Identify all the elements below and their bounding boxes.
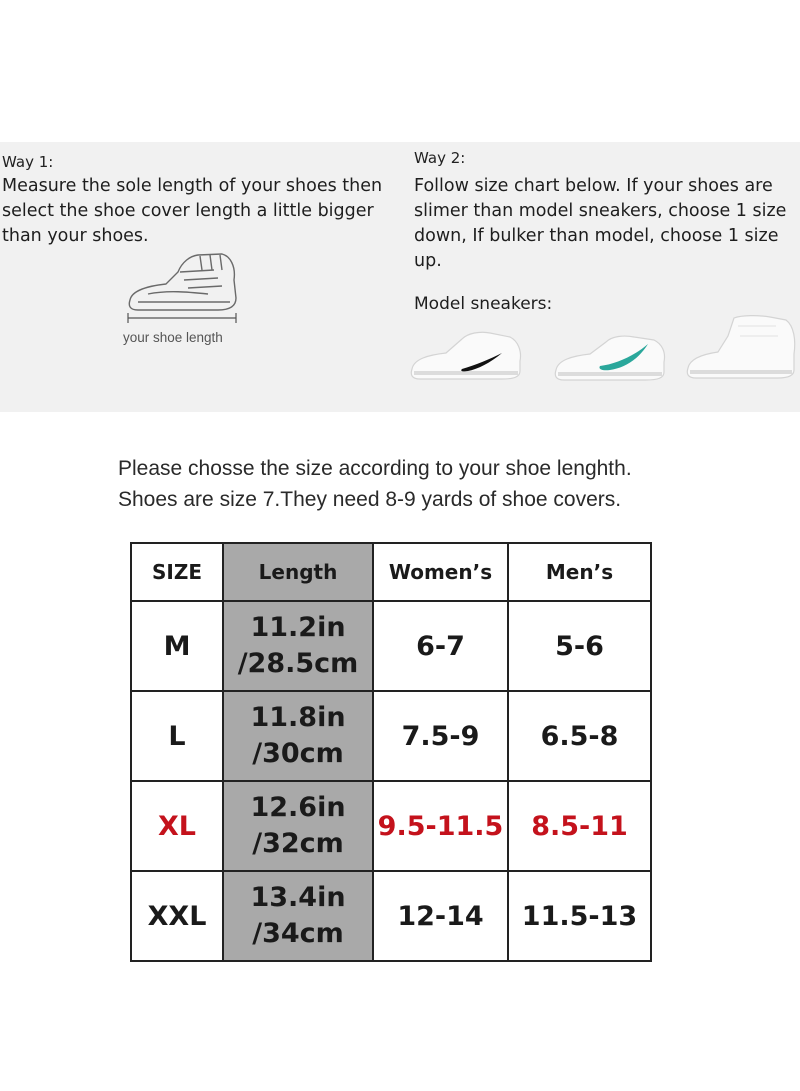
- way2-text: [414, 174, 786, 274]
- model-sneakers-label: Model sneakers:: [414, 294, 553, 314]
- way2-line: Follow size chart below. If your shoes are: [414, 176, 773, 196]
- shoe-length-caption: your shoe length: [123, 330, 223, 345]
- header-mens: Men’s: [508, 543, 651, 601]
- way2-line: down, If bulker than model, choose 1 size: [414, 226, 779, 246]
- length-inches: 11.2in: [250, 612, 346, 643]
- length-cell: [223, 691, 373, 781]
- size-chart-table: [130, 542, 652, 962]
- length-cell: [223, 781, 373, 871]
- womens-cell: 6-7: [373, 601, 508, 691]
- womens-cell: 12-14: [373, 871, 508, 961]
- way2-line: slimer than model sneakers, choose 1 size: [414, 201, 787, 221]
- mens-cell: 8.5-11: [508, 781, 651, 871]
- way2-title: Way 2:: [414, 149, 466, 167]
- size-cell: XL: [131, 781, 223, 871]
- model-sneaker-black-swoosh: [406, 325, 526, 387]
- table-header-row: [131, 543, 651, 601]
- way2-line: up.: [414, 251, 442, 271]
- table-row: [131, 601, 651, 691]
- way1-text: [2, 174, 382, 249]
- table-row: [131, 691, 651, 781]
- header-womens: Women’s: [373, 543, 508, 601]
- way1-line: Measure the sole length of your shoes then: [2, 176, 383, 196]
- mens-cell: 11.5-13: [508, 871, 651, 961]
- womens-cell: 9.5-11.5: [373, 781, 508, 871]
- header-size: SIZE: [131, 543, 223, 601]
- length-inches: 12.6in: [250, 792, 346, 823]
- size-cell: XXL: [131, 871, 223, 961]
- length-inches: 11.8in: [250, 702, 346, 733]
- header-length: Length: [223, 543, 373, 601]
- length-cell: [223, 871, 373, 961]
- length-cm: /30cm: [252, 738, 344, 769]
- length-cell: [223, 601, 373, 691]
- length-cm: /32cm: [252, 828, 344, 859]
- way1-line: select the shoe cover length a little bigger: [2, 201, 374, 221]
- size-note-line: Please chosse the size according to your shoe lenghth.: [118, 457, 632, 480]
- mens-cell: 5-6: [508, 601, 651, 691]
- way1-title: Way 1:: [2, 153, 54, 171]
- table-row-highlighted: [131, 781, 651, 871]
- table-row: [131, 871, 651, 961]
- length-cm: /28.5cm: [237, 648, 359, 679]
- size-note: [118, 453, 632, 515]
- length-cm: /34cm: [252, 918, 344, 949]
- mens-cell: 6.5-8: [508, 691, 651, 781]
- model-sneaker-teal-swoosh: [550, 330, 670, 386]
- model-sneaker-high-top-white: [682, 312, 800, 386]
- length-inches: 13.4in: [250, 882, 346, 913]
- way1-line: than your shoes.: [2, 226, 149, 246]
- sketch-sneaker-illustration: [118, 250, 248, 330]
- size-note-line: Shoes are size 7.They need 8-9 yards of shoe covers.: [118, 488, 622, 511]
- womens-cell: 7.5-9: [373, 691, 508, 781]
- size-cell: M: [131, 601, 223, 691]
- size-cell: L: [131, 691, 223, 781]
